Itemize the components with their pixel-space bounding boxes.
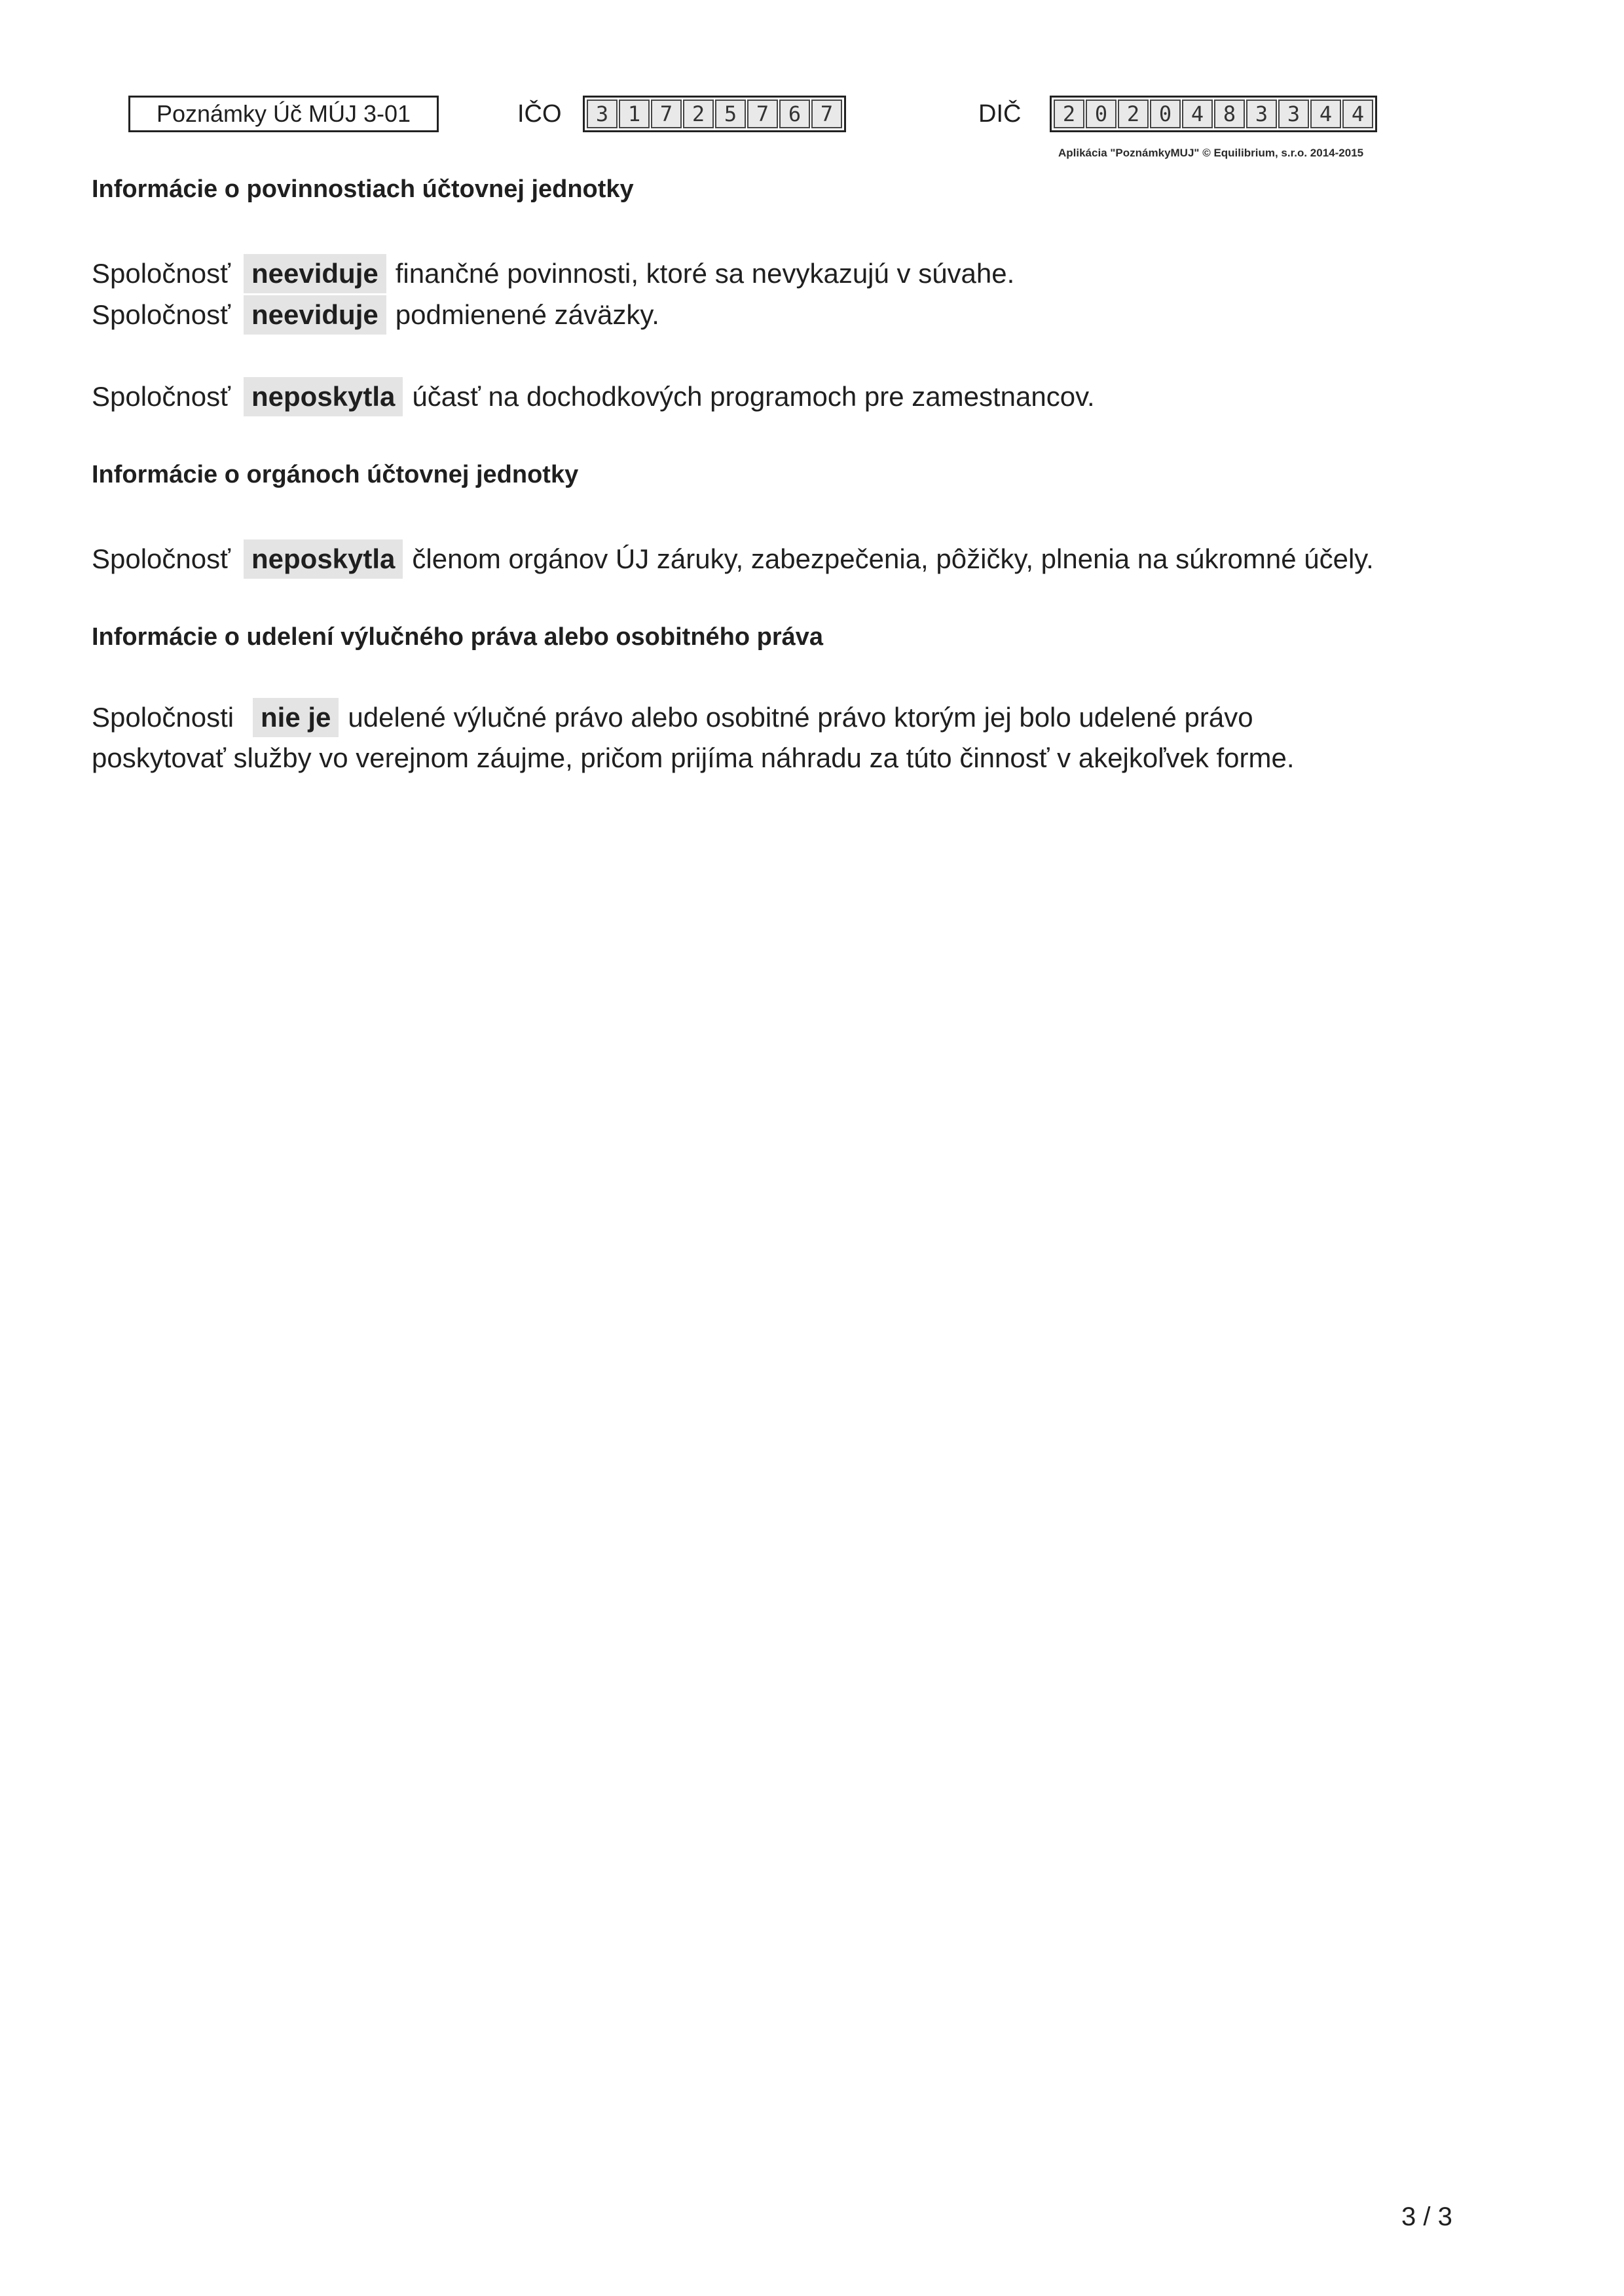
- ico-digit: 2: [683, 100, 714, 128]
- statement-text: podmienené záväzky.: [395, 299, 659, 330]
- section-heading-rights: Informácie o udelení výlučného práva alebo osobitného práva: [92, 623, 824, 651]
- statement-line: [92, 254, 1014, 293]
- statement-line: [92, 539, 1374, 579]
- statement-value: neposkytla: [244, 539, 403, 579]
- dic-digit: 4: [1182, 100, 1213, 128]
- statement-value: neeviduje: [244, 295, 386, 335]
- statement-text: účasť na dochodkových programoch pre zamestnancov.: [412, 381, 1095, 412]
- statement-line: [92, 295, 659, 335]
- statement-subject: Spoločnosť: [92, 299, 231, 330]
- statement-subject: Spoločnosť: [92, 381, 231, 412]
- ico-label: IČO: [517, 100, 562, 128]
- statement-subject: Spoločnosť: [92, 543, 231, 574]
- ico-digit: 6: [779, 100, 810, 128]
- dic-digit: 0: [1086, 100, 1116, 128]
- statement-value: nie je: [253, 698, 339, 737]
- statement-value: neposkytla: [244, 377, 403, 416]
- ico-digit-boxes: [583, 96, 846, 132]
- statement-text: členom orgánov ÚJ záruky, zabezpečenia, pôžičky, plnenia na súkromné účely.: [412, 543, 1374, 574]
- ico-digit: 7: [747, 100, 778, 128]
- statement-subject: Spoločnosti: [92, 702, 234, 733]
- dic-digit: 3: [1278, 100, 1309, 128]
- statement-text-continuation: poskytovať služby vo verejnom záujme, pričom prijíma náhradu za túto činnosť v akejkoľvek forme.: [92, 742, 1295, 773]
- statement-subject: Spoločnosť: [92, 258, 231, 289]
- dic-digit: 2: [1118, 100, 1149, 128]
- dic-digit: 0: [1150, 100, 1181, 128]
- app-credit: Aplikácia "PoznámkyMUJ" © Equilibrium, s.r.o. 2014-2015: [1058, 147, 1364, 159]
- statement-line: [92, 698, 1253, 737]
- dic-digit: 8: [1214, 100, 1245, 128]
- dic-digit: 3: [1246, 100, 1277, 128]
- statement-line: [92, 377, 1095, 416]
- dic-digit: 4: [1310, 100, 1341, 128]
- ico-digit: 7: [811, 100, 842, 128]
- page-number: 3 / 3: [1401, 2202, 1452, 2231]
- dic-digit: 4: [1342, 100, 1373, 128]
- dic-label: DIČ: [978, 100, 1022, 128]
- ico-digit: 3: [587, 100, 618, 128]
- statement-text: finančné povinnosti, ktoré sa nevykazujú v súvahe.: [395, 258, 1015, 289]
- section-heading-bodies: Informácie o orgánoch účtovnej jednotky: [92, 461, 579, 488]
- ico-digit: 5: [715, 100, 746, 128]
- ico-digit: 7: [651, 100, 682, 128]
- ico-digit: 1: [619, 100, 650, 128]
- dic-digit-boxes: [1050, 96, 1377, 132]
- dic-digit: 2: [1054, 100, 1084, 128]
- statement-text: udelené výlučné právo alebo osobitné právo ktorým jej bolo udelené právo: [348, 702, 1253, 733]
- statement-value: neeviduje: [244, 254, 386, 293]
- section-heading-obligations: Informácie o povinnostiach účtovnej jednotky: [92, 175, 634, 203]
- form-label: Poznámky Úč MÚJ 3-01: [128, 96, 439, 132]
